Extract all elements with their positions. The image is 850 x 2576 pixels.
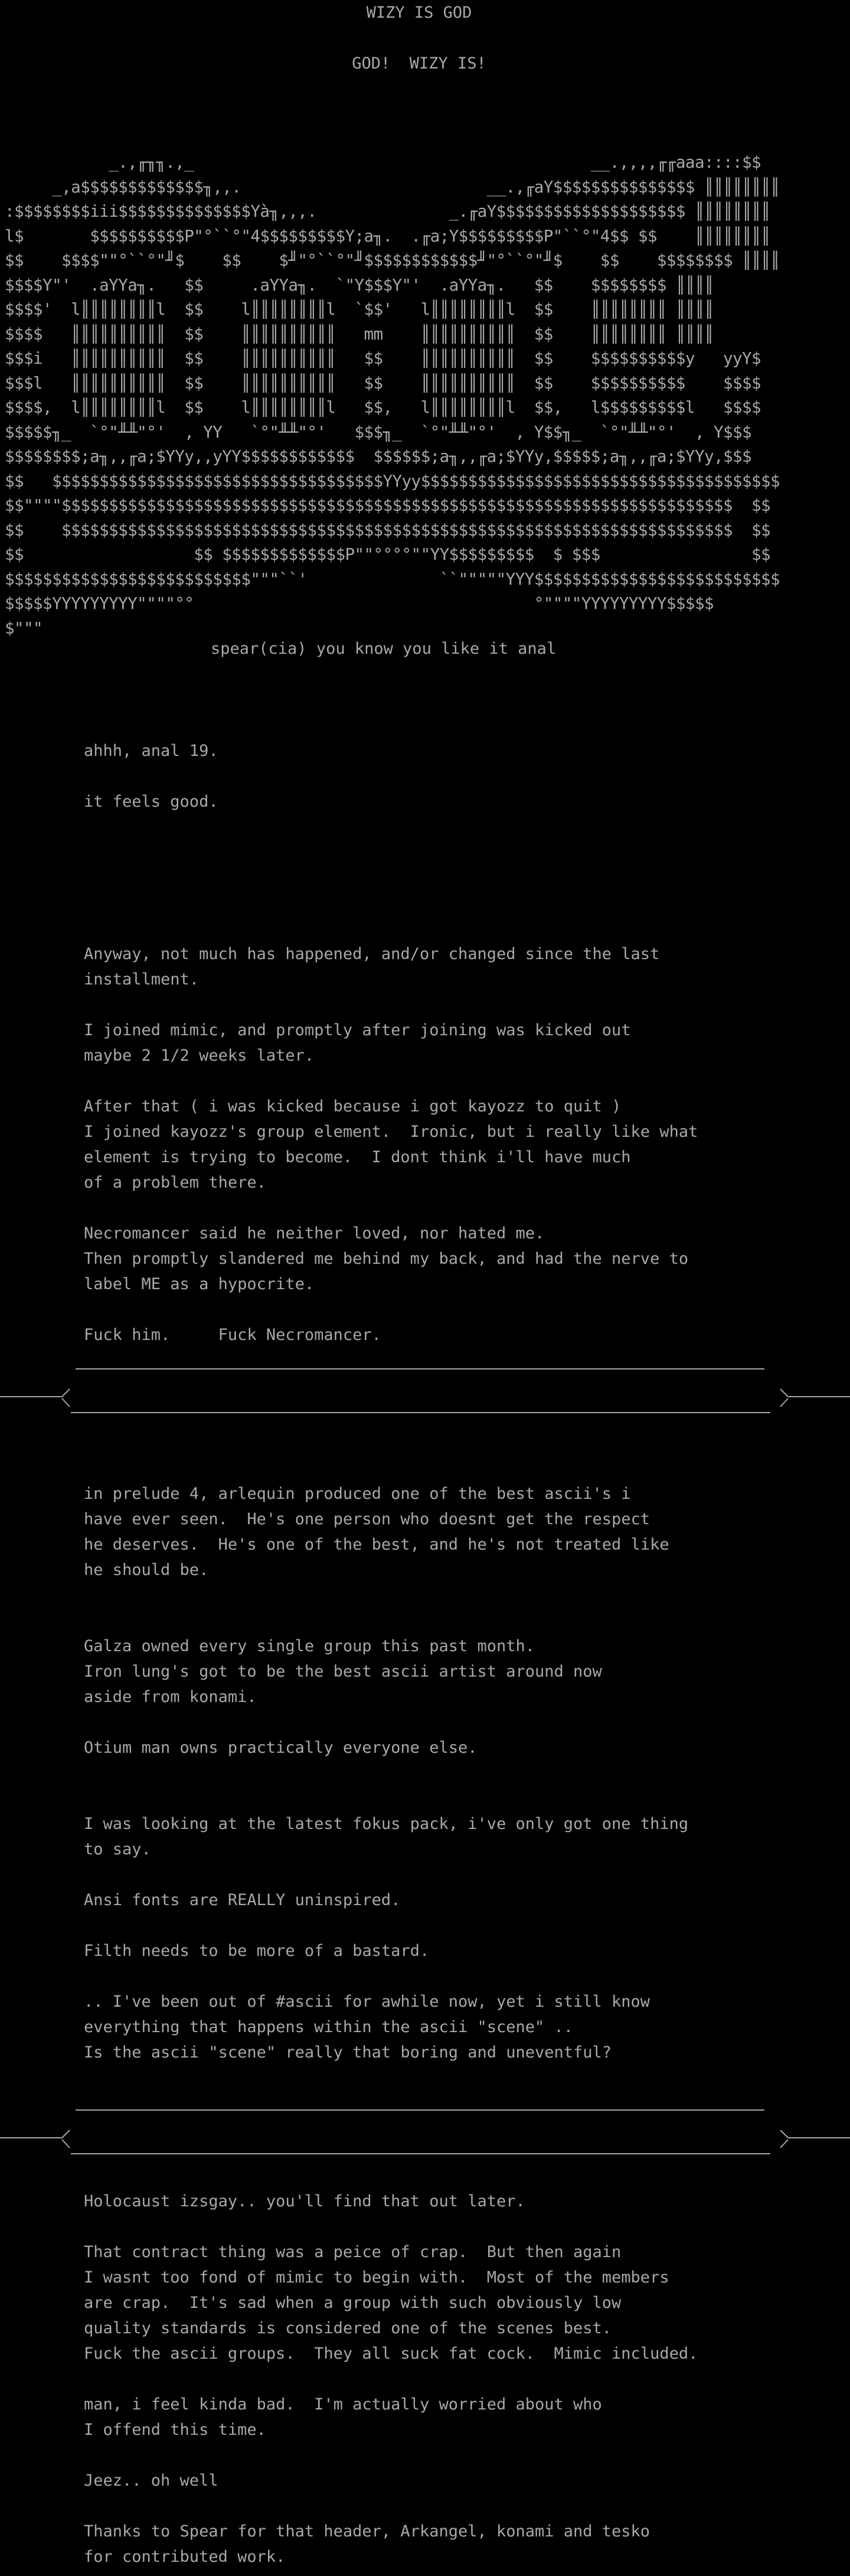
body-text-line: label ME as a hypocrite. xyxy=(84,1275,315,1293)
body-text-line: Iron lung's got to be the best ascii artist around now xyxy=(84,1662,602,1681)
divider-line xyxy=(62,2140,70,2148)
body-text-line: installment. xyxy=(84,970,200,989)
ascii-logo-line: $""" xyxy=(5,618,43,638)
body-text-line: everything that happens within the ascii "scene" .. xyxy=(84,2018,574,2036)
divider-line xyxy=(780,2140,788,2148)
body-text-line: I wasnt too fond of mimic to begin with. Most of the members xyxy=(84,2268,669,2287)
body-text-line: .. I've been out of #ascii for awhile now, yet i still know xyxy=(84,1993,650,2011)
ascii-logo-line: _.,╓╖╖.,_ __.,,,,╓╓aaa::::$$ xyxy=(5,152,761,172)
ascii-logo-line: $$$$$$$$;a╖,,╓a;$YYy,,yYY$$$$$$$$$$$$ $$$$$$;a╖,,╓a;$YYy,$$$$$;a╖,,╓a;$YYy,$$$ xyxy=(5,446,752,466)
body-text-line: aside from konami. xyxy=(84,1688,257,1706)
ascii-logo-line: $$$$' l║║║║║║║║l $$ l║║║║║║║║l `$$' l║║║║║║║║l $$ ║║║║║║║║ ║║║║ xyxy=(5,299,714,319)
body-text-line: in prelude 4, arlequin produced one of the best ascii's i xyxy=(84,1485,631,1503)
body-text-line: Is the ascii "scene" really that boring and uneventful? xyxy=(84,2043,612,2062)
body-text-line: Otium man owns practically everyone else. xyxy=(84,1739,478,1757)
body-text-line: I was looking at the latest fokus pack, i've only got one thing xyxy=(84,1815,689,1833)
divider-line xyxy=(780,2130,788,2138)
body-text-line: Galza owned every single group this past month. xyxy=(84,1637,535,1655)
body-text-line: man, i feel kinda bad. I'm actually worried about who xyxy=(84,2395,602,2414)
ascii-logo-line: $$$$$$$$$$$$$$$$$$$$$$$$$$"""``' ``"""""YYY$$$$$$$$$$$$$$$$$$$$$$$$$$ xyxy=(5,569,780,589)
section-divider xyxy=(0,1358,850,1435)
body-text-line: ahhh, anal 19. xyxy=(84,742,218,760)
divider-line xyxy=(62,1398,70,1407)
body-text-line: Jeez.. oh well xyxy=(84,2471,218,2490)
body-text-line: After that ( i was kicked because i got kayozz to quit ) xyxy=(84,1097,622,1116)
body-text-line: to say. xyxy=(84,1840,151,1858)
body-text-line: Anyway, not much has happened, and/or changed since the last xyxy=(84,945,660,963)
section-divider xyxy=(0,2099,850,2176)
ascii-logo-line: $$ $$$$$$$$$$$$$$$$$$$$$$$$$$$$$$$$$$$$$$$$$$$$$$$$$$$$$$$$$$$$$$$$$$$$$$$ $$ xyxy=(5,520,771,540)
ascii-logo-line: $$$$, l║║║║║║║║l $$ l║║║║║║║║l $$, l║║║║║║║║l $$, l$$$$$$$$$l $$$$ xyxy=(5,397,761,417)
body-text-line: I offend this time. xyxy=(84,2421,266,2439)
body-text-line: he should be. xyxy=(84,1561,209,1579)
ascii-logo-line: $$""""$$$$$$$$$$$$$$$$$$$$$$$$$$$$$$$$$$$$$$$$$$$$$$$$$$$$$$$$$$$$$$$$$$$$$$$ $$ xyxy=(5,495,771,515)
body-text-line: Thanks to Spear for that header, Arkangel, konami and tesko xyxy=(84,2522,650,2541)
ascii-logo-line: $$$$$╖_ `°"╨╨"°' , YY `°"╨╨"°' $$$╖_ `°"╨╨"°' , Y$$╖_ `°"╨╨"°' , Y$$$ xyxy=(5,422,752,442)
header-credit-line: spear(cia) you know you like it anal xyxy=(211,640,557,658)
body-text-line: Fuck him. Fuck Necromancer. xyxy=(84,1326,381,1344)
body-text-line: That contract thing was a peice of crap. But then again xyxy=(84,2243,622,2261)
body-text-line: I joined mimic, and promptly after joining was kicked out xyxy=(84,1021,631,1039)
divider-line xyxy=(780,1389,788,1397)
ascii-logo-line: $$$$ ║║║║║║║║║║ $$ ║║║║║║║║║║ mm ║║║║║║║║║║ $$ ║║║║║║║║ ║║║║ xyxy=(5,324,714,344)
ascii-logo-line: :$$$$$$$$iii$$$$$$$$$$$$$$Yà╖,,,. _.╓aY$$$$$$$$$$$$$$$$$$$$ ║║║║║║║║ xyxy=(5,201,771,221)
ascii-logo-line: $$ $$$$""°``°"╜$ $$ $╜"°``°"╜$$$$$$$$$$$$╜"°``°"╜$ $$ $$$$$$$$ ║║║║ xyxy=(5,250,780,270)
body-text-line: Necromancer said he neither loved, nor hated me. xyxy=(84,1224,545,1243)
body-text-line: Filth needs to be more of a bastard. xyxy=(84,1942,430,1960)
body-text-line: of a problem there. xyxy=(84,1173,266,1192)
body-text-line: he deserves. He's one of the best, and he's not treated like xyxy=(84,1535,669,1554)
ascii-logo-line: _,a$$$$$$$$$$$$$╖,,. __.,╓aY$$$$$$$$$$$$$$$ ║║║║║║║║ xyxy=(5,177,780,197)
body-text-line: it feels good. xyxy=(84,793,218,811)
body-text-line: I joined kayozz's group element. Ironic, but i really like what xyxy=(84,1123,698,1141)
ascii-logo-line: $$ $$$$$$$$$$$$$$$$$$$$$$$$$$$$$$$$$$$YYyy$$$$$$$$$$$$$$$$$$$$$$$$$$$$$$$$$$$$$$ xyxy=(5,471,780,491)
body-text-line: maybe 2 1/2 weeks later. xyxy=(84,1046,315,1065)
ascii-logo-line: l$ $$$$$$$$$$P"°``°"4$$$$$$$$$Y;a╖. .╓a;Y$$$$$$$$$P"``°"4$$ $$ ║║║║║║║║ xyxy=(5,226,771,246)
divider-line xyxy=(62,2130,70,2138)
body-text-line: Then promptly slandered me behind my back, and had the nerve to xyxy=(84,1250,689,1268)
ascii-logo-art xyxy=(5,150,780,640)
ascii-logo-line: $$$$$YYYYYYYYY""""°° °""""YYYYYYYYY$$$$$ xyxy=(5,594,714,613)
body-text-line: for contributed work. xyxy=(84,2548,286,2566)
body-text-line: Holocaust izsgay.. you'll find that out later. xyxy=(84,2192,525,2210)
body-text-line: have ever seen. He's one person who doesnt get the respect xyxy=(84,1510,650,1528)
body-text-line: Fuck the ascii groups. They all suck fat cock. Mimic included. xyxy=(84,2345,698,2363)
divider-line xyxy=(62,1389,70,1397)
body-text-line: are crap. It's sad when a group with such obviously low xyxy=(84,2294,622,2312)
document-title: WIZY IS GOD xyxy=(366,4,472,22)
ascii-logo-line: $$$i ║║║║║║║║║║ $$ ║║║║║║║║║║ $$ ║║║║║║║║║║ $$ $$$$$$$$$$y yyY$ xyxy=(5,348,761,368)
body-text-line: Ansi fonts are REALLY uninspired. xyxy=(84,1891,401,1909)
body-text-line: quality standards is considered one of the scenes best. xyxy=(84,2319,612,2337)
divider-line xyxy=(780,1398,788,1407)
ascii-logo-line: $$$$Y"' .aYYa╖. $$ .aYYa╖. `"Y$$$Y"' .aYYa╖. $$ $$$$$$$$ ║║║║ xyxy=(5,275,714,295)
ascii-logo-line: $$$l ║║║║║║║║║║ $$ ║║║║║║║║║║ $$ ║║║║║║║║║║ $$ $$$$$$$$$$ $$$$ xyxy=(5,373,761,393)
body-text-line: element is trying to become. I dont think i'll have much xyxy=(84,1148,631,1166)
ascii-logo-line: $$ $$ $$$$$$$$$$$$$P""°°°°""YY$$$$$$$$$ $ $$$ $$ xyxy=(5,544,771,564)
document-subtitle: GOD! WIZY IS! xyxy=(352,54,486,73)
